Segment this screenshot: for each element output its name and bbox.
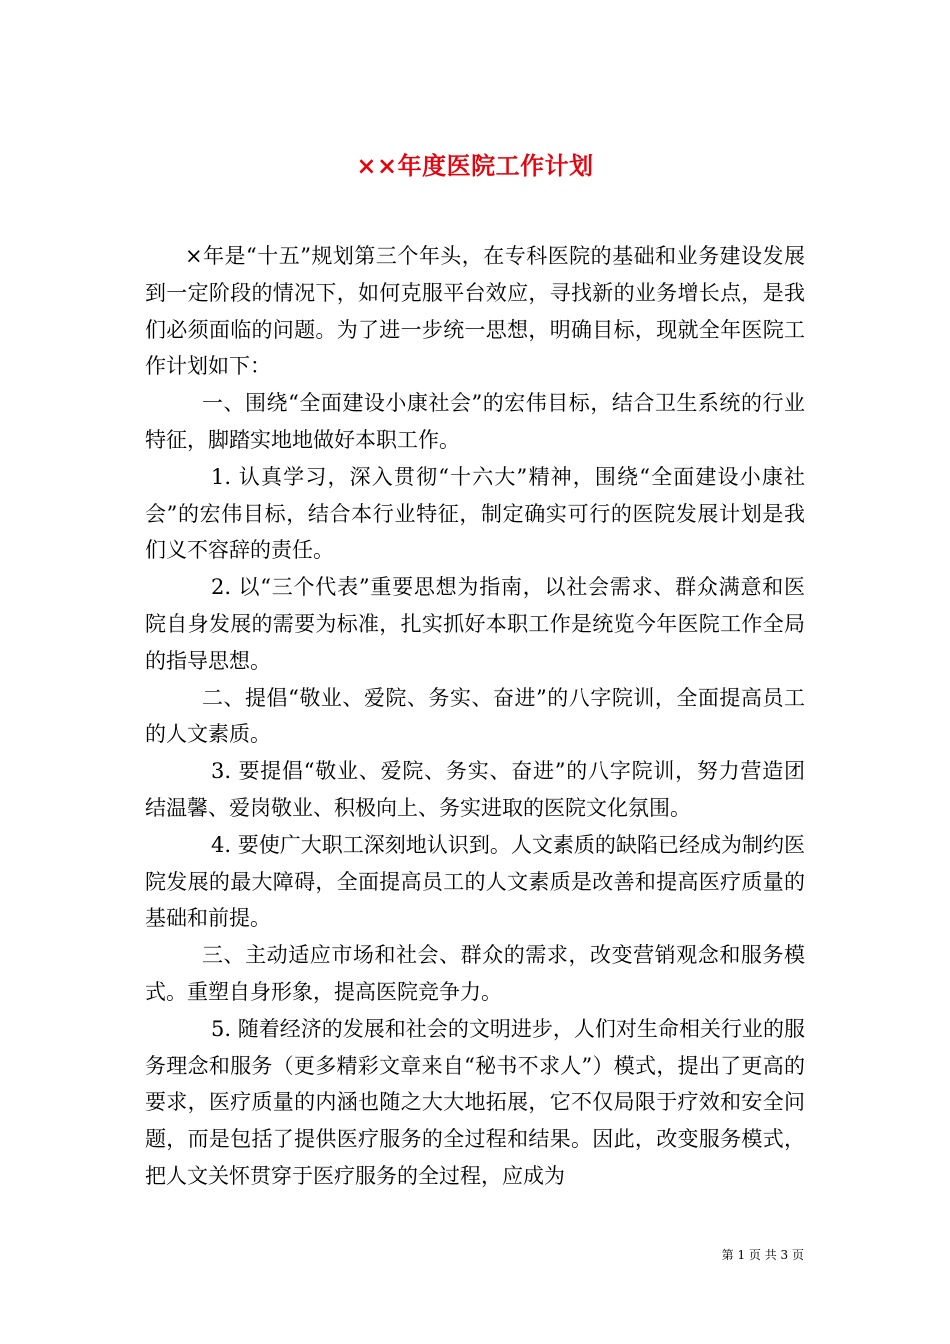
section-heading-3: 三、主动适应市场和社会、群众的需求，改变营销观念和服务模式。重塑自身形象，提高医院竞争力。 <box>145 943 805 1004</box>
page-indicator: 第 1 页 共 3 页 <box>721 1248 804 1262</box>
list-item-2: 2. 以“三个代表”重要思想为指南，以社会需求、群众满意和医院自身发展的需要为标准，扎实抓好本职工作是统览今年医院工作全局的指导思想。 <box>145 575 805 673</box>
page-title: ××年度医院工作计划 <box>356 151 594 181</box>
list-item-1: 1. 认真学习，深入贯彻“十六大”精神，围绕“全面建设小康社会”的宏伟目标，结合本行业特征，制定确实可行的医院发展计划是我们义不容辞的责任。 <box>145 464 805 563</box>
section-heading-2: 二、提倡“敬业、爱院、务实、奋进”的八字院训，全面提高员工的人文素质。 <box>145 685 805 747</box>
document-body <box>145 238 805 1195</box>
list-item-4: 4. 要使广大职工深刻地认识到。人文素质的缺陷已经成为制约医院发展的最大障碍，全面提高员工的人文素质是改善和提高医疗质量的基础和前提。 <box>145 832 805 931</box>
list-item-3: 3. 要提倡“敬业、爱院、务实、奋进”的八字院训，努力营造团结温馨、爱岗敬业、积极向上、务实进取的医院文化氛围。 <box>145 759 805 820</box>
intro-paragraph: ×年是“十五”规划第三个年头，在专科医院的基础和业务建设发展到一定阶段的情况下，如何克服平台效应，寻找新的业务增长点，是我们必须面临的问题。为了进一步统一思想，明确目标，现就全年医院工作计划如下： <box>145 244 805 379</box>
section-heading-1: 一、围绕“全面建设小康社会”的宏伟目标，结合卫生系统的行业特征，脚踏实地地做好本职工作。 <box>145 391 805 452</box>
list-item-5: 5. 随着经济的发展和社会的文明进步，人们对生命相关行业的服务理念和服务（更多精彩文章来自“秘书不求人”）模式，提出了更高的要求，医疗质量的内涵也随之大大地拓展，它不仅局限于疗效和安全问题，而是包括了提供医疗服务的全过程和结果。因此，改变服务模式，把人文关怀贯穿于医疗服务的全过程，应成为 <box>145 1016 805 1188</box>
